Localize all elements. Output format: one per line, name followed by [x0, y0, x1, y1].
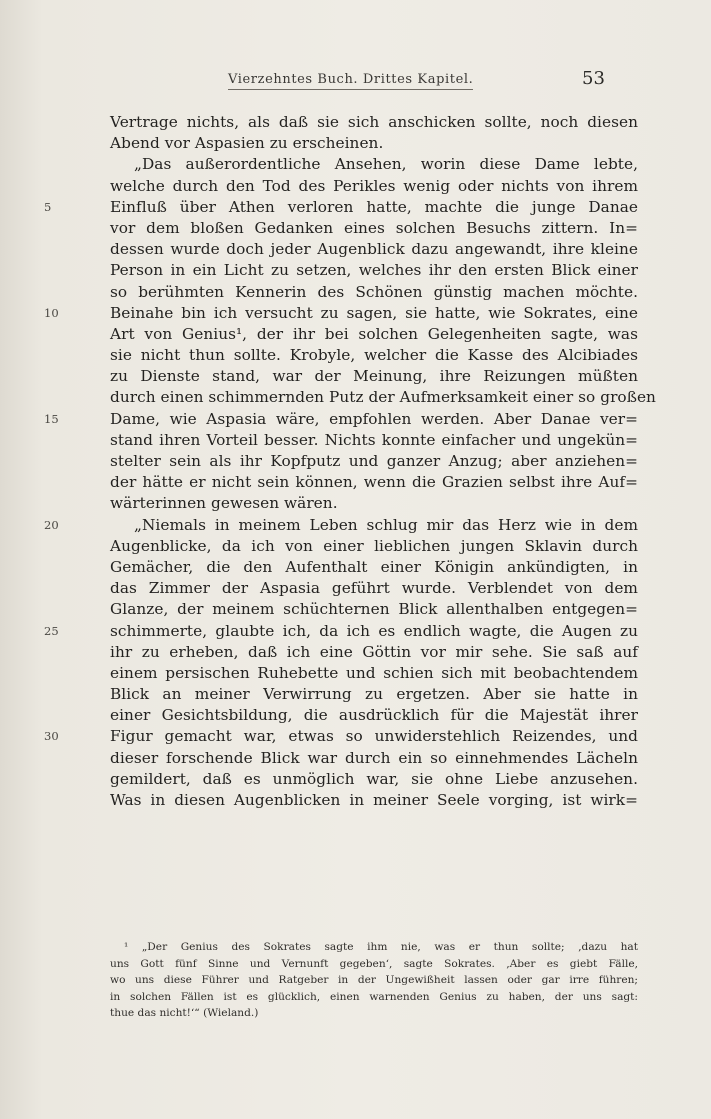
line-text: gemildert, daß es unmöglich war, sie ohne Liebe anzusehen. — [110, 769, 638, 788]
text-line — [110, 557, 638, 578]
running-head: Vierzehntes Buch. Drittes Kapitel. — [228, 72, 473, 90]
line-text: „Das außerordentliche Ansehen, worin diese Dame lebte, — [134, 155, 638, 174]
line-number: 5 — [44, 199, 52, 214]
main-text — [44, 112, 656, 811]
line-number: 25 — [44, 623, 59, 638]
line-number: 30 — [44, 729, 59, 744]
text-line — [110, 451, 638, 472]
text-line — [110, 493, 638, 514]
text-line — [44, 409, 638, 430]
line-text: Person in ein Licht zu setzen, welches ihr den ersten Blick einer — [110, 261, 638, 280]
footnote-line: uns Gott fünf Sinne und Vernunft gegeben‘, sagte Sokrates. ‚Aber es giebt Fälle, — [110, 957, 638, 970]
line-text: welche durch den Tod des Perikles wenig oder nichts von ihrem — [110, 176, 638, 195]
line-number: 20 — [44, 517, 59, 532]
text-line — [110, 748, 638, 769]
line-text: wärterinnen gewesen wären. — [110, 494, 338, 513]
text-line — [110, 260, 638, 281]
footnote — [110, 939, 638, 1022]
text-line — [44, 621, 638, 642]
line-text: Blick an meiner Verwirrung zu ergetzen. Aber sie hatte in — [110, 685, 638, 704]
text-line — [110, 324, 638, 345]
line-text: das Zimmer der Aspasia geführt wurde. Verblendet von dem — [110, 579, 638, 598]
text-line — [110, 472, 638, 493]
line-text: zu Dienste stand, war der Meinung, ihre Reizungen müßten — [110, 367, 638, 386]
line-text: sie nicht thun sollte. Krobyle, welcher die Kasse des Alcibiades — [110, 346, 638, 365]
line-text: stelter sein als ihr Kopfputz und ganzer Anzug; aber anziehen= — [110, 452, 638, 470]
text-line — [110, 663, 638, 684]
line-text: stand ihren Vorteil besser. Nichts konnte einfacher und ungekün= — [110, 430, 638, 449]
line-text: durch einen schimmernden Putz der Aufmerksamkeit einer so großen — [110, 388, 656, 407]
line-text: Abend vor Aspasien zu erscheinen. — [110, 134, 384, 153]
text-line — [110, 430, 638, 451]
text-line — [110, 387, 656, 408]
line-text: ihr zu erheben, daß ich eine Göttin vor mir sehe. Sie saß auf — [110, 642, 638, 661]
line-text: so berühmten Kennerin des Schönen günstig machen möchte. — [110, 282, 638, 301]
line-text: Augenblicke, da ich von einer lieblichen jungen Sklavin durch — [110, 536, 638, 555]
line-text: dessen wurde doch jeder Augenblick dazu angewandt, ihre kleine — [110, 240, 638, 259]
line-text: vor dem bloßen Gedanken eines solchen Besuchs zittern. In= — [110, 218, 638, 237]
text-line — [110, 790, 638, 811]
text-line — [110, 133, 638, 154]
text-line — [110, 176, 638, 197]
text-line — [110, 345, 638, 366]
text-line — [110, 154, 638, 175]
line-number: 10 — [44, 305, 59, 320]
text-line — [110, 239, 638, 260]
line-number: 15 — [44, 411, 59, 426]
line-text: Figur gemacht war, etwas so unwiderstehlich Reizendes, und — [110, 727, 638, 746]
text-line — [110, 282, 638, 303]
footnote-line: wo uns diese Führer und Ratgeber in der Ungewißheit lassen oder gar irre führen; — [110, 974, 638, 986]
line-text: Glanze, der meinem schüchternen Blick allenthalben entgegen= — [110, 600, 638, 619]
text-line — [110, 536, 638, 557]
text-line — [44, 303, 638, 324]
text-line — [44, 726, 638, 747]
line-text: einem persischen Ruhebette und schien sich mit beobachtendem — [110, 663, 638, 682]
footnote-line: in solchen Fällen ist es glücklich, einen warnenden Genius zu haben, der uns sagt: — [110, 990, 638, 1003]
text-line — [44, 197, 638, 218]
footnote-line: thue das nicht!‘“ (Wieland.) — [110, 1007, 259, 1019]
text-line — [44, 515, 638, 536]
text-line — [110, 705, 638, 726]
line-text: Einfluß über Athen verloren hatte, machte die junge Danae — [110, 197, 638, 216]
line-text: Gemächer, die den Aufenthalt einer Königin ankündigten, in — [110, 557, 638, 576]
text-line — [110, 578, 638, 599]
page-number: 53 — [582, 68, 605, 89]
text-line — [110, 684, 638, 705]
text-line — [110, 642, 638, 663]
text-line — [110, 599, 638, 620]
footnote-line: ¹ „Der Genius des Sokrates sagte ihm nie, was er thun sollte; ‚dazu hat — [124, 941, 638, 953]
line-text: Beinahe bin ich versucht zu sagen, sie hatte, wie Sokrates, eine — [110, 303, 638, 322]
line-text: einer Gesichtsbildung, die ausdrücklich für die Majestät ihrer — [110, 706, 638, 725]
line-text: schimmerte, glaubte ich, da ich es endlich wagte, die Augen zu — [110, 621, 638, 640]
text-line — [110, 366, 638, 387]
text-line — [110, 769, 638, 790]
line-text: Art von Genius¹, der ihr bei solchen Gelegenheiten sagte, was — [110, 324, 638, 343]
line-text: „Niemals in meinem Leben schlug mir das Herz wie in dem — [134, 515, 638, 534]
line-text: dieser forschende Blick war durch ein so einnehmendes Lächeln — [110, 748, 638, 767]
line-text: der hätte er nicht sein können, wenn die Grazien selbst ihre Auf= — [110, 473, 638, 492]
line-text: Was in diesen Augenblicken in meiner Seele vorging, ist wirk= — [110, 791, 638, 809]
text-line — [110, 218, 638, 239]
text-line — [110, 112, 638, 133]
line-text: Dame, wie Aspasia wäre, empfohlen werden. Aber Danae ver= — [110, 409, 638, 428]
line-text: Vertrage nichts, als daß sie sich anschicken sollte, noch diesen — [110, 113, 638, 131]
